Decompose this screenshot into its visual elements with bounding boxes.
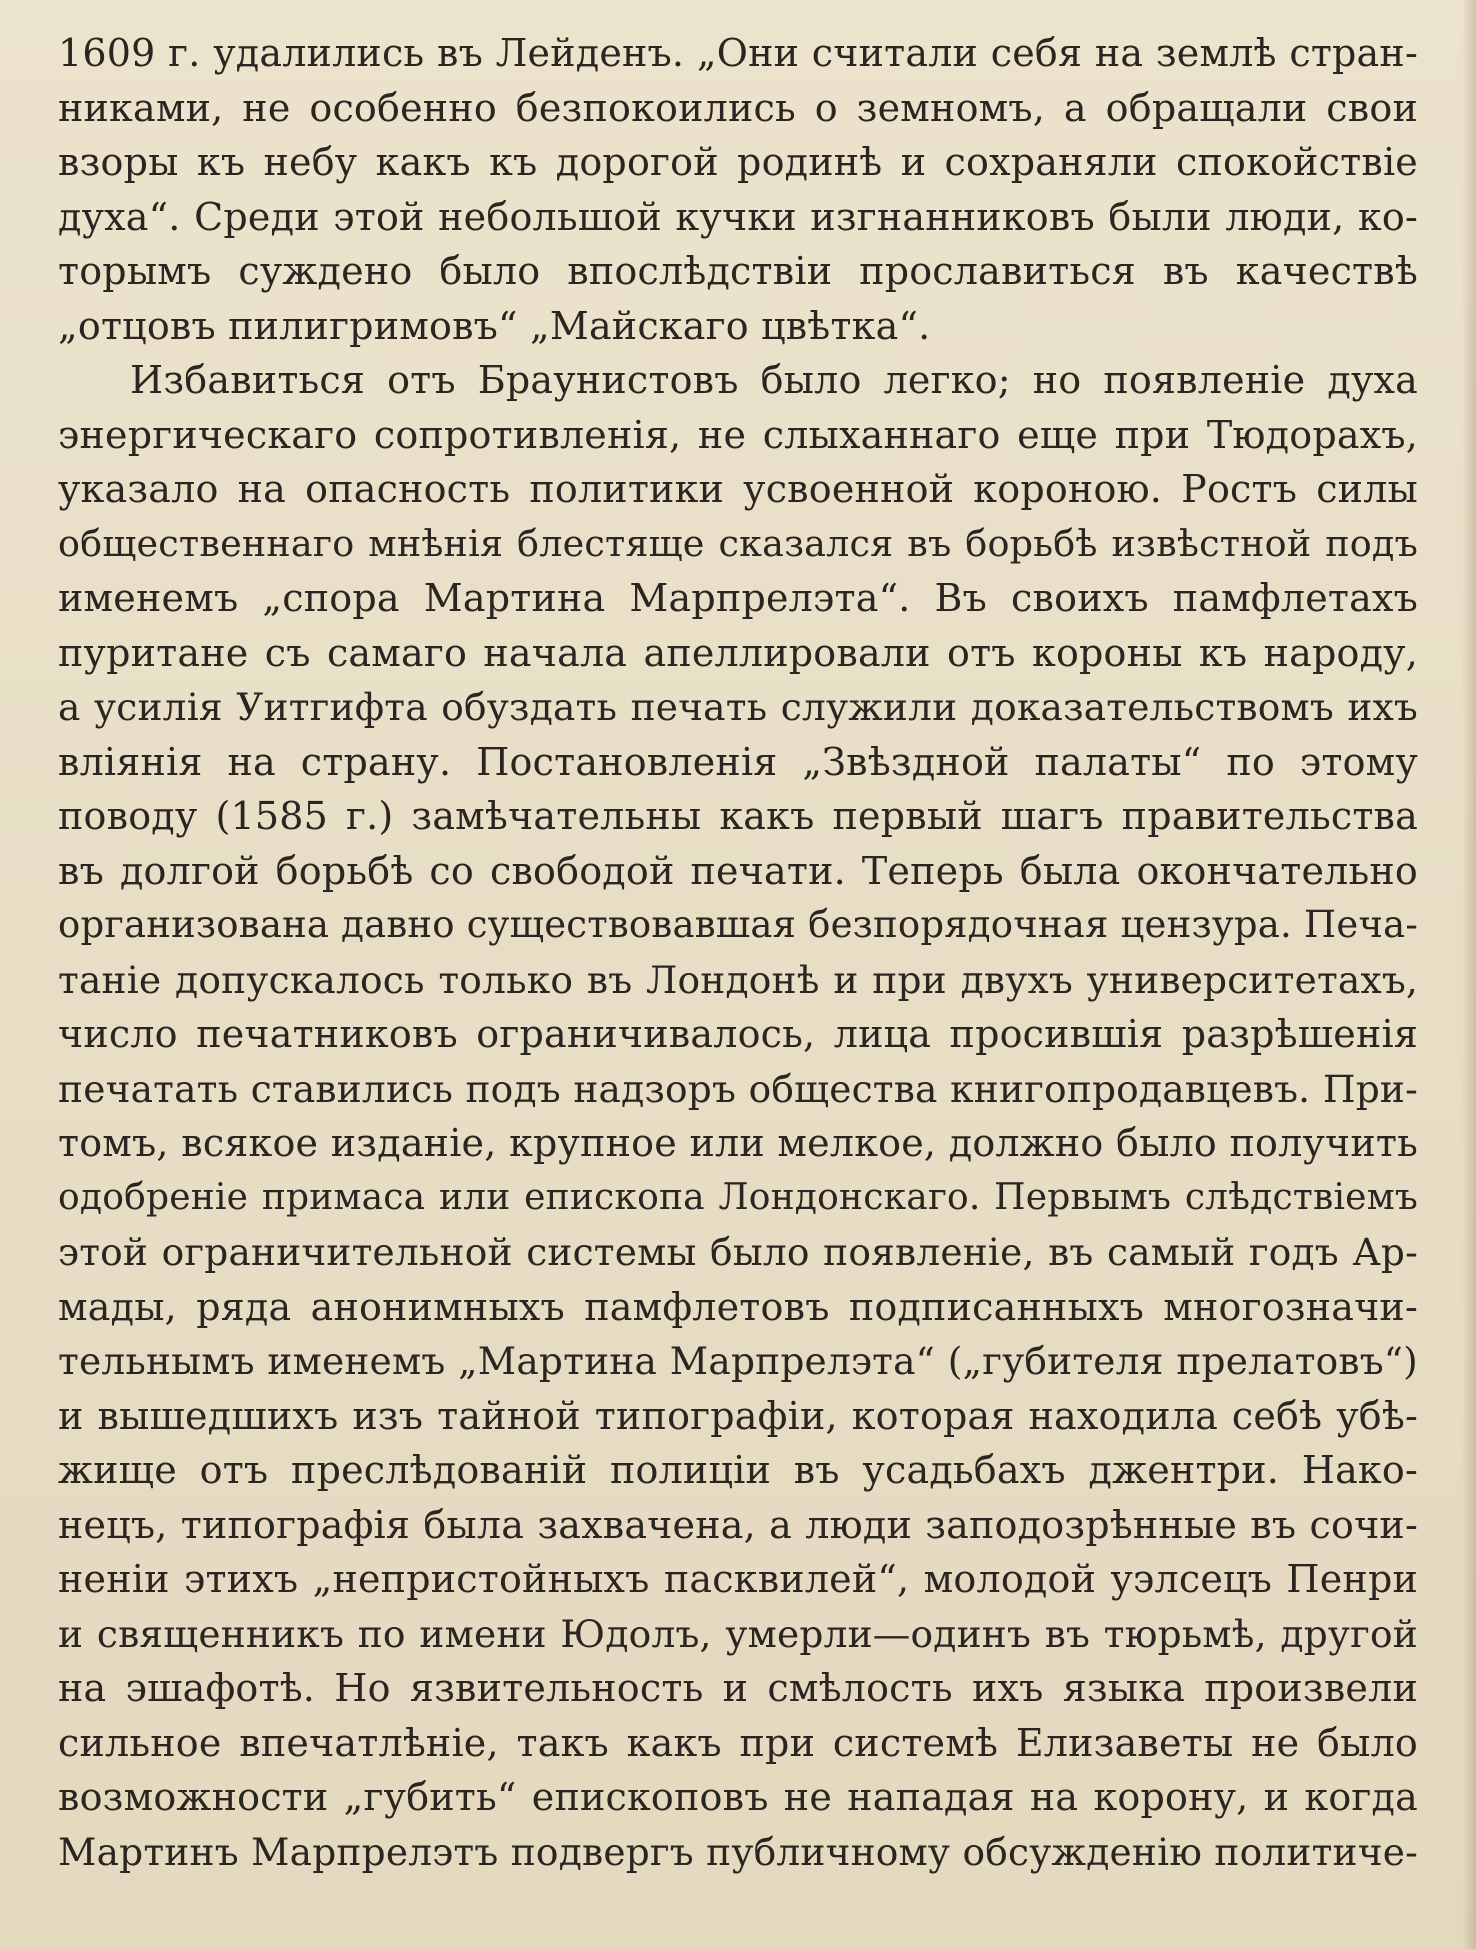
text-line: неніи этихъ „непристойныхъ пасквилей“, молодой уэлсецъ Пенри bbox=[58, 1557, 1418, 1601]
text-line: Избавиться отъ Браунистовъ было легко; но появленіе духа bbox=[130, 358, 1418, 402]
text-line: сильное впечатлѣніе, такъ какъ при системѣ Елизаветы не было bbox=[58, 1720, 1418, 1765]
text-line: одобреніе примаса или епископа Лондонскаго. Первымъ слѣдствіемъ bbox=[58, 1176, 1418, 1218]
text-line: 1609 г. удалились въ Лейденъ. „Они считали себя на землѣ стран- bbox=[58, 31, 1418, 75]
text-line: жище отъ преслѣдованій полиціи въ усадьбахъ джентри. Нако- bbox=[58, 1448, 1418, 1492]
page-edge-shadow bbox=[1462, 0, 1476, 1949]
text-line: общественнаго мнѣнія блестяще сказался въ борьбѣ извѣстной подъ bbox=[58, 521, 1418, 565]
text-line: а усилія Уитгифта обуздать печать служили доказательствомъ ихъ bbox=[58, 685, 1418, 729]
text-line: поводу (1585 г.) замѣчательны какъ первый шагъ правительства bbox=[58, 794, 1418, 838]
text-line: пуритане съ самаго начала апеллировали отъ короны къ народу, bbox=[58, 630, 1418, 675]
text-line: и вышедшихъ изъ тайной типографіи, которая находила себѣ убѣ- bbox=[58, 1393, 1418, 1438]
text-line: вліянія на страну. Постановленія „Звѣздной палаты“ по этому bbox=[58, 739, 1418, 784]
text-line: „отцовъ пилигримовъ“ „Майскаго цвѣтка“. bbox=[58, 303, 931, 348]
text-line: Мартинъ Марпрелэтъ подвергъ публичному обсужденію политиче- bbox=[58, 1829, 1418, 1874]
text-line: мады, ряда анонимныхъ памфлетовъ подписанныхъ многозначи- bbox=[58, 1284, 1418, 1329]
text-line: взоры къ небу какъ къ дорогой родинѣ и сохраняли спокойствіе bbox=[58, 140, 1418, 184]
text-line: въ долгой борьбѣ со свободой печати. Теперь была окончательно bbox=[58, 848, 1418, 893]
text-line: никами, не особенно безпокоились о земномъ, а обращали свои bbox=[58, 85, 1418, 130]
text-line: таніе допускалось только въ Лондонѣ и при двухъ университетахъ, bbox=[58, 957, 1418, 1002]
text-line: томъ, всякое изданіе, крупное или мелкое, должно было получить bbox=[58, 1121, 1418, 1165]
text-line: энергическаго сопротивленія, не слыханнаго еще при Тюдорахъ, bbox=[58, 412, 1418, 457]
text-line: духа“. Среди этой небольшой кучки изгнанниковъ были люди, ко- bbox=[58, 194, 1418, 239]
text-line: печатать ставились подъ надзоръ общества книгопродавцевъ. При- bbox=[58, 1066, 1418, 1111]
text-line: указало на опасность политики усвоенной короною. Ростъ силы bbox=[58, 467, 1418, 511]
text-line: этой ограничительной системы было появленіе, въ самый годъ Ар- bbox=[58, 1230, 1418, 1274]
page-text bbox=[58, 26, 1418, 1879]
text-line: и священникъ по имени Юдолъ, умерли—одинъ въ тюрьмѣ, другой bbox=[58, 1611, 1418, 1656]
text-line: нецъ, типографія была захвачена, а люди заподозрѣнные въ сочи- bbox=[58, 1502, 1418, 1547]
text-line: на эшафотѣ. Но язвительность и смѣлость ихъ языка произвели bbox=[58, 1666, 1418, 1710]
text-line: организована давно существовавшая безпорядочная цензура. Печа- bbox=[58, 903, 1418, 946]
text-line: именемъ „спора Мартина Марпрелэта“. Въ своихъ памфлетахъ bbox=[58, 576, 1418, 620]
text-line: торымъ суждено было впослѣдствіи прославиться въ качествѣ bbox=[58, 249, 1418, 293]
text-line: возможности „губить“ епископовъ не нападая на корону, и когда bbox=[58, 1775, 1418, 1819]
text-line: число печатниковъ ограничивалось, лица просившія разрѣшенія bbox=[58, 1012, 1418, 1056]
text-line: тельнымъ именемъ „Мартина Марпрелэта“ („губителя прелатовъ“) bbox=[58, 1339, 1418, 1383]
